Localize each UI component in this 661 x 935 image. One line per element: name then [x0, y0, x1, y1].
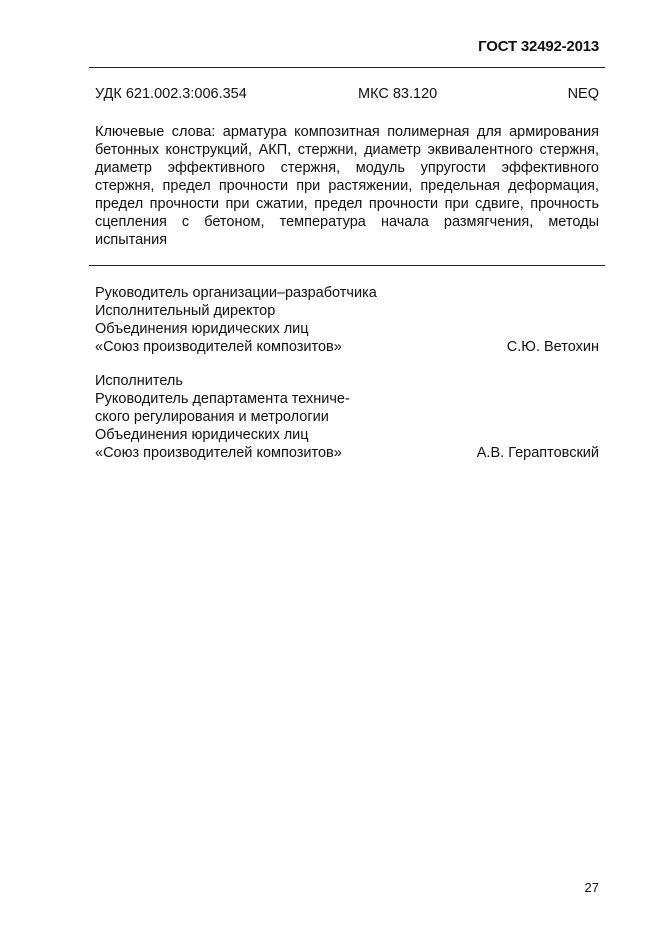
- conformity-degree: NEQ: [567, 86, 599, 102]
- page-number: 27: [584, 880, 599, 895]
- classification-row: [95, 86, 599, 106]
- signatory-name: С.Ю. Ветохин: [506, 339, 599, 355]
- signatory-org-row: [95, 338, 599, 356]
- udk-code: УДК 621.002.3:006.354: [95, 86, 247, 102]
- signatory-line: Исполнительный директор: [95, 303, 276, 319]
- signatory-org: «Союз производителей композитов»: [95, 445, 342, 461]
- signatory-block-developer: [95, 284, 599, 356]
- signatory-block-executor: [95, 372, 599, 462]
- document-code: ГОСТ 32492-2013: [478, 38, 599, 55]
- signatory-line: Руководитель организации–разработчика: [95, 285, 377, 301]
- top-divider: [89, 67, 605, 68]
- signatory-line: Исполнитель: [95, 373, 183, 389]
- keywords-paragraph: Ключевые слова: арматура композитная полимерная для армирования бетонных конструкций, АКП, стержни, диаметр эквивалентного стержня, диаметр эффективного стержня, модуль упругости эффективного стержня, предел прочности при растяжении, предельная деформация, предел прочности при сжатии, предел прочности при сдвиге, прочность сцепления с бетоном, температура начала размягчения, методы испытания: [95, 124, 599, 248]
- signatory-line: ского регулирования и метрологии: [95, 409, 329, 425]
- mks-code: МКС 83.120: [358, 86, 438, 102]
- signatory-org: «Союз производителей композитов»: [95, 339, 342, 355]
- signatory-line: Объединения юридических лиц: [95, 427, 309, 443]
- signatory-org-row: [95, 444, 599, 462]
- signatory-name: А.В. Гераптовский: [476, 445, 599, 461]
- signatory-line: Руководитель департамента техниче-: [95, 391, 350, 407]
- bottom-divider: [89, 265, 605, 266]
- signatory-line: Объединения юридических лиц: [95, 321, 309, 337]
